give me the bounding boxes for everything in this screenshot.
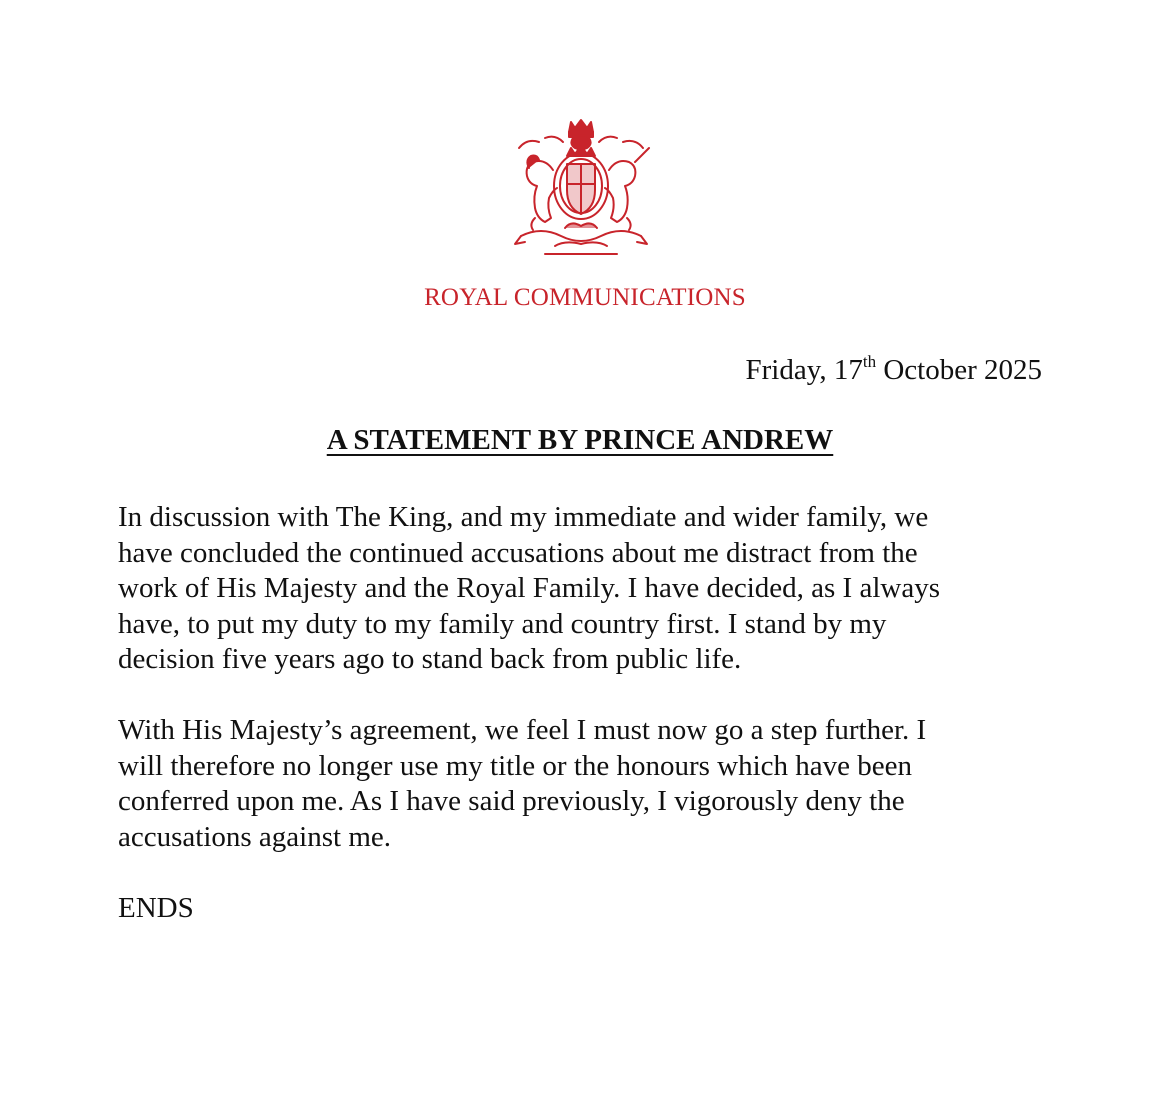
statement-closing: ENDS <box>118 892 194 924</box>
royal-coat-of-arms-icon <box>505 118 657 260</box>
paragraph-line: have concluded the continued accusations about me distract from the <box>118 536 918 569</box>
paragraph-line: decision five years ago to stand back from public life. <box>118 643 742 675</box>
paragraph-line: With His Majesty’s agreement, we feel I must now go a step further. I <box>118 714 927 746</box>
paragraph-line: conferred upon me. As I have said previously, I vigorously deny the <box>118 785 905 817</box>
paragraph-line: will therefore no longer use my title or the honours which have been <box>118 749 913 782</box>
paragraph-line: In discussion with The King, and my immediate and wider family, we <box>118 501 929 533</box>
date-day: Friday, 17 <box>745 354 863 386</box>
statement-date <box>746 354 1042 387</box>
paragraph-line: have, to put my duty to my family and country first. I stand by my <box>118 607 887 640</box>
date-month-year: October 2025 <box>876 354 1042 386</box>
paragraph-line: work of His Majesty and the Royal Family. I have decided, as I always <box>118 572 940 604</box>
statement-headline: A STATEMENT BY PRINCE ANDREW <box>326 424 834 456</box>
date-ordinal: th <box>862 352 877 371</box>
paragraph-line: accusations against me. <box>118 820 391 853</box>
statement-paragraph-2 <box>118 713 1018 855</box>
letterhead-title: ROYAL COMMUNICATIONS <box>424 284 746 311</box>
statement-paragraph-1 <box>118 500 1018 678</box>
